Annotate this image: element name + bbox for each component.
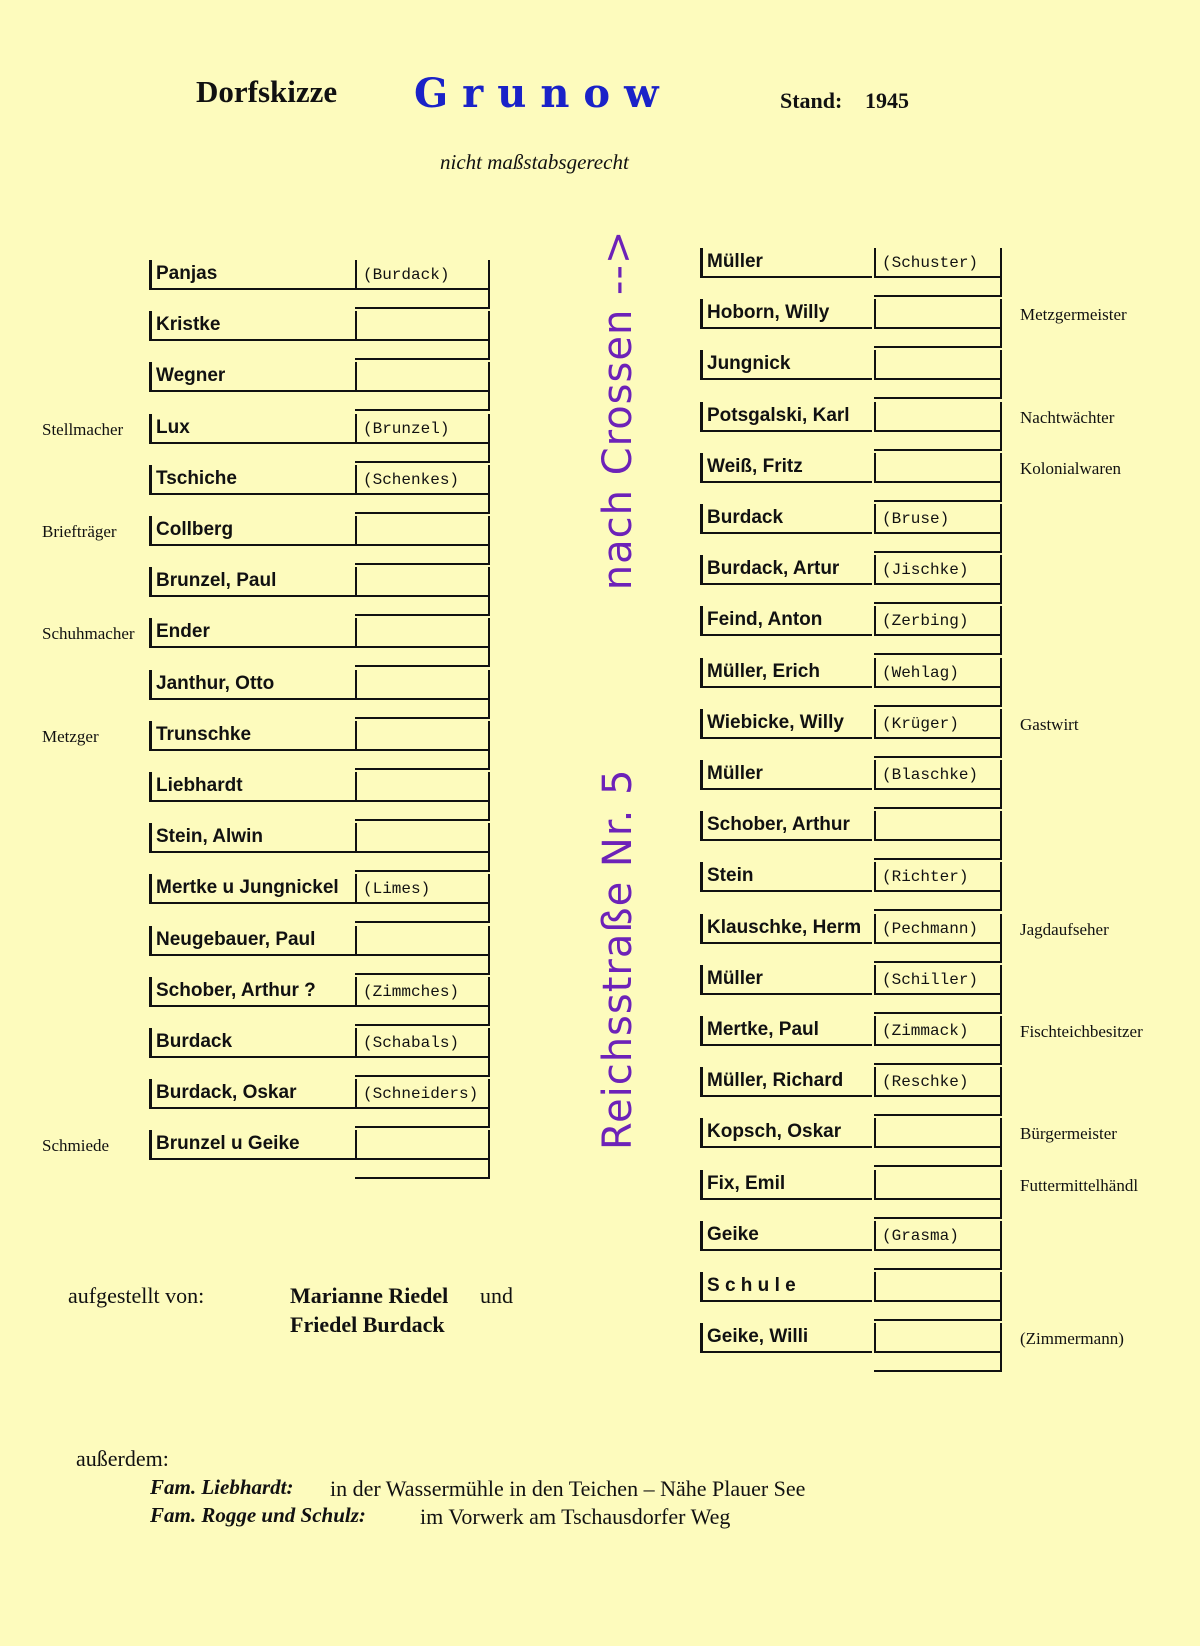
street-label bbox=[595, 230, 641, 1150]
previous-name bbox=[355, 670, 490, 700]
plot-row bbox=[700, 1270, 1005, 1321]
plot-boundary bbox=[355, 441, 490, 463]
previous-name bbox=[874, 453, 1002, 483]
plot-boundary bbox=[874, 787, 1002, 809]
plot-row bbox=[700, 707, 1005, 758]
plot-row bbox=[700, 860, 1005, 911]
owner-name: Ender bbox=[149, 618, 356, 648]
owner-name: Wiebicke, Willy bbox=[700, 709, 872, 739]
previous-name bbox=[874, 350, 1002, 380]
plot-row bbox=[149, 668, 494, 719]
plot-boundary bbox=[874, 582, 1002, 604]
previous-name bbox=[355, 1130, 490, 1160]
plot-boundary bbox=[874, 941, 1002, 963]
plot-row bbox=[149, 924, 494, 975]
note-text: in der Wassermühle in den Teichen – Nähe Plauer See bbox=[330, 1476, 806, 1501]
plot-row bbox=[149, 821, 494, 872]
owner-name: Mertke, Paul bbox=[700, 1016, 872, 1046]
plot-boundary bbox=[355, 1055, 490, 1077]
plot-row bbox=[700, 451, 1005, 502]
previous-name bbox=[355, 721, 490, 751]
occupation-label: Schuhmacher bbox=[42, 624, 135, 644]
street-name: Reichsstraße Nr. 5 bbox=[595, 768, 641, 1150]
plot-row bbox=[149, 770, 494, 821]
previous-name: (Bruse) bbox=[874, 504, 1002, 534]
occupation-label: Metzger bbox=[42, 726, 99, 746]
occupation-label: Futtermittelhändl bbox=[1020, 1175, 1139, 1195]
plot-boundary bbox=[874, 1248, 1002, 1270]
owner-name: Weiß, Fritz bbox=[700, 453, 872, 483]
previous-name: (Brunzel) bbox=[355, 414, 490, 444]
plot-row bbox=[700, 1168, 1005, 1219]
owner-name: Mertke u Jungnickel bbox=[149, 874, 356, 904]
previous-name: (Blaschke) bbox=[874, 760, 1002, 790]
occupation-label: Schmiede bbox=[42, 1136, 110, 1156]
owner-name: Lux bbox=[149, 414, 356, 444]
plot-boundary bbox=[355, 697, 490, 719]
owner-name: Trunschke bbox=[149, 721, 356, 751]
owner-name: Kristke bbox=[149, 311, 356, 341]
plot-boundary bbox=[355, 389, 490, 411]
street-direction: nach Crossen --> bbox=[595, 229, 641, 591]
previous-name bbox=[874, 1323, 1002, 1353]
note-family: Fam. Rogge und Schulz: bbox=[150, 1503, 366, 1527]
previous-name: (Grasma) bbox=[874, 1221, 1002, 1251]
plot-boundary bbox=[874, 429, 1002, 451]
plot-boundary bbox=[874, 377, 1002, 399]
occupation-label: Gastwirt bbox=[1020, 714, 1079, 734]
plot-boundary bbox=[874, 1043, 1002, 1065]
previous-name: (Zerbing) bbox=[874, 606, 1002, 636]
owner-name: Janthur, Otto bbox=[149, 670, 356, 700]
previous-name bbox=[355, 823, 490, 853]
author-label: aufgestellt von: bbox=[68, 1283, 205, 1308]
plot-row bbox=[700, 912, 1005, 963]
occupation-label: Metzgermeister bbox=[1020, 305, 1127, 325]
occupation-label: Nachtwächter bbox=[1020, 407, 1115, 427]
author-and: und bbox=[480, 1283, 513, 1308]
plot-boundary bbox=[355, 748, 490, 770]
plot-row bbox=[149, 258, 494, 309]
owner-name: Schober, Arthur bbox=[700, 811, 872, 841]
owner-name: Burdack bbox=[149, 1028, 356, 1058]
previous-name: (Schabals) bbox=[355, 1028, 490, 1058]
previous-name: (Schneiders) bbox=[355, 1079, 490, 1109]
previous-name: (Zimmack) bbox=[874, 1016, 1002, 1046]
plot-boundary bbox=[355, 901, 490, 923]
plot-row bbox=[149, 309, 494, 360]
previous-name: (Limes) bbox=[355, 874, 490, 904]
plot-boundary bbox=[355, 1157, 490, 1179]
plot-row bbox=[700, 758, 1005, 809]
subtitle: nicht maßstabsgerecht bbox=[440, 150, 629, 174]
plot-row bbox=[149, 565, 494, 616]
owner-name: Tschiche bbox=[149, 465, 356, 495]
occupation-label: (Zimmermann) bbox=[1020, 1329, 1124, 1349]
owner-name: Liebhardt bbox=[149, 772, 356, 802]
previous-name: (Schuster) bbox=[874, 248, 1002, 278]
owner-name: Collberg bbox=[149, 516, 356, 546]
owner-name: Neugebauer, Paul bbox=[149, 926, 356, 956]
previous-name: (Richter) bbox=[874, 862, 1002, 892]
page-title: Dorfskizze bbox=[196, 74, 338, 109]
owner-name: Klauschke, Herm bbox=[700, 914, 872, 944]
previous-name: (Burdack) bbox=[355, 260, 490, 290]
previous-name bbox=[355, 618, 490, 648]
previous-name: (Schiller) bbox=[874, 965, 1002, 995]
plot-boundary bbox=[355, 287, 490, 309]
plot-boundary bbox=[874, 685, 1002, 707]
previous-name bbox=[874, 1272, 1002, 1302]
plot-boundary bbox=[355, 1106, 490, 1128]
plot-row bbox=[700, 502, 1005, 553]
previous-name: (Pechmann) bbox=[874, 914, 1002, 944]
plot-row bbox=[149, 1128, 494, 1179]
plot-row bbox=[700, 1321, 1005, 1372]
plot-row bbox=[700, 604, 1005, 655]
owner-name: Müller bbox=[700, 248, 872, 278]
owner-name: Brunzel u Geike bbox=[149, 1130, 356, 1160]
plot-row bbox=[149, 719, 494, 770]
author-name-1: Marianne Riedel bbox=[290, 1283, 449, 1308]
occupation-label: Fischteichbesitzer bbox=[1020, 1022, 1143, 1041]
owner-name: Burdack, Oskar bbox=[149, 1079, 356, 1109]
plot-row bbox=[700, 656, 1005, 707]
plot-row bbox=[149, 616, 494, 667]
plot-boundary bbox=[355, 1004, 490, 1026]
plot-row bbox=[700, 963, 1005, 1014]
plot-boundary bbox=[355, 799, 490, 821]
previous-name bbox=[355, 311, 490, 341]
plot-row bbox=[700, 246, 1005, 297]
plot-boundary bbox=[874, 1145, 1002, 1167]
plot-boundary bbox=[874, 838, 1002, 860]
previous-name bbox=[874, 1118, 1002, 1148]
plot-boundary bbox=[874, 633, 1002, 655]
plot-row bbox=[149, 463, 494, 514]
plot-boundary bbox=[355, 645, 490, 667]
owner-name: Schober, Arthur ? bbox=[149, 977, 356, 1007]
plot-row bbox=[700, 297, 1005, 348]
plot-row bbox=[700, 809, 1005, 860]
previous-name: (Wehlag) bbox=[874, 658, 1002, 688]
previous-name bbox=[874, 811, 1002, 841]
owner-name: Geike bbox=[700, 1221, 872, 1251]
occupation-label: Stellmacher bbox=[42, 419, 124, 439]
stand-label: Stand: bbox=[780, 88, 843, 113]
previous-name bbox=[355, 516, 490, 546]
plot-boundary bbox=[874, 1299, 1002, 1321]
owner-name: Potsgalski, Karl bbox=[700, 402, 872, 432]
occupation-label: Jagdaufseher bbox=[1020, 919, 1109, 939]
plot-boundary bbox=[355, 338, 490, 360]
previous-name bbox=[355, 362, 490, 392]
plot-boundary bbox=[874, 992, 1002, 1014]
plot-row bbox=[149, 412, 494, 463]
plot-row bbox=[149, 360, 494, 411]
owner-name: Müller bbox=[700, 965, 872, 995]
occupation-label: Bürgermeister bbox=[1020, 1124, 1117, 1144]
previous-name: (Reschke) bbox=[874, 1067, 1002, 1097]
plot-row bbox=[700, 1219, 1005, 1270]
previous-name: (Jischke) bbox=[874, 555, 1002, 585]
previous-name bbox=[874, 402, 1002, 432]
previous-name: (Schenkes) bbox=[355, 465, 490, 495]
plot-boundary bbox=[874, 1094, 1002, 1116]
previous-name bbox=[355, 772, 490, 802]
owner-name: Müller, Erich bbox=[700, 658, 872, 688]
stand-year: 1945 bbox=[865, 88, 909, 113]
owner-name: Burdack bbox=[700, 504, 872, 534]
plot-boundary bbox=[874, 1350, 1002, 1372]
plot-row bbox=[700, 553, 1005, 604]
plot-boundary bbox=[355, 492, 490, 514]
author-name-2: Friedel Burdack bbox=[290, 1312, 445, 1337]
plot-row bbox=[149, 514, 494, 565]
plot-boundary bbox=[874, 889, 1002, 911]
plot-row bbox=[700, 400, 1005, 451]
owner-name: Müller, Richard bbox=[700, 1067, 872, 1097]
owner-name: Müller bbox=[700, 760, 872, 790]
owner-name: Stein bbox=[700, 862, 872, 892]
plot-boundary bbox=[355, 543, 490, 565]
plot-boundary bbox=[874, 736, 1002, 758]
plot-boundary bbox=[874, 1197, 1002, 1219]
occupation-label: Kolonialwaren bbox=[1020, 458, 1122, 478]
owner-name: Panjas bbox=[149, 260, 356, 290]
plot-boundary bbox=[355, 594, 490, 616]
previous-name bbox=[874, 299, 1002, 329]
previous-name: (Krüger) bbox=[874, 709, 1002, 739]
note-text: im Vorwerk am Tschausdorfer Weg bbox=[420, 1504, 731, 1529]
plot-boundary bbox=[355, 953, 490, 975]
plot-boundary bbox=[874, 531, 1002, 553]
previous-name bbox=[355, 567, 490, 597]
owner-name: Feind, Anton bbox=[700, 606, 872, 636]
previous-name: (Zimmches) bbox=[355, 977, 490, 1007]
plot-row bbox=[149, 975, 494, 1026]
village-name: Grunow bbox=[414, 70, 673, 117]
owner-name: Fix, Emil bbox=[700, 1170, 872, 1200]
plot-row bbox=[149, 872, 494, 923]
plot-boundary bbox=[874, 480, 1002, 502]
plot-row bbox=[700, 348, 1005, 399]
owner-name: Stein, Alwin bbox=[149, 823, 356, 853]
owner-name: Kopsch, Oskar bbox=[700, 1118, 872, 1148]
previous-name bbox=[874, 1170, 1002, 1200]
plot-boundary bbox=[874, 275, 1002, 297]
owner-name: Burdack, Artur bbox=[700, 555, 872, 585]
owner-name: Brunzel, Paul bbox=[149, 567, 356, 597]
plot-row bbox=[149, 1077, 494, 1128]
owner-name: S c h u l e bbox=[700, 1272, 872, 1302]
plot-row bbox=[700, 1014, 1005, 1065]
plot-row bbox=[700, 1065, 1005, 1116]
notes-label: außerdem: bbox=[76, 1446, 169, 1471]
owner-name: Geike, Willi bbox=[700, 1323, 872, 1353]
plot-boundary bbox=[874, 326, 1002, 348]
note-family: Fam. Liebhardt: bbox=[150, 1475, 294, 1499]
plot-row bbox=[700, 1116, 1005, 1167]
owner-name: Jungnick bbox=[700, 350, 872, 380]
owner-name: Wegner bbox=[149, 362, 356, 392]
plot-boundary bbox=[355, 850, 490, 872]
owner-name: Hoborn, Willy bbox=[700, 299, 872, 329]
occupation-label: Briefträger bbox=[42, 522, 117, 541]
plot-row bbox=[149, 1026, 494, 1077]
previous-name bbox=[355, 926, 490, 956]
